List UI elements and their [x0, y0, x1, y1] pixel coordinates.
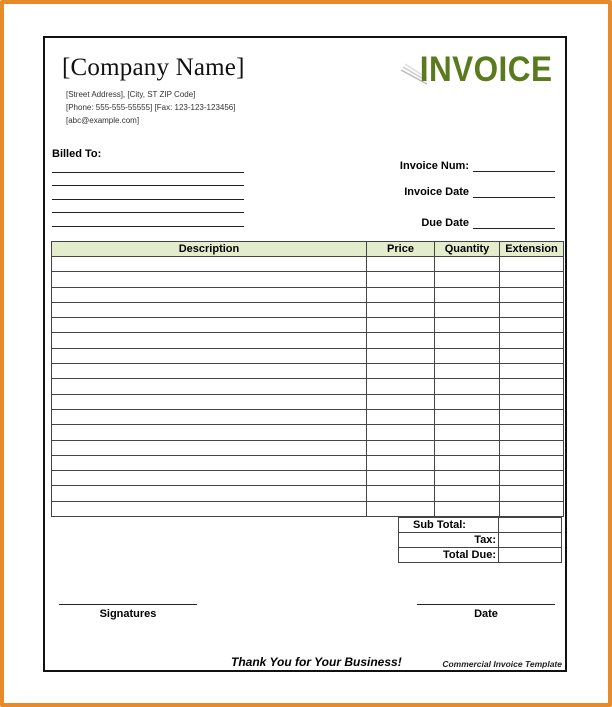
invoice-page: [43, 36, 567, 672]
signatures-label: Signatures: [99, 608, 157, 620]
cell-extension[interactable]: [500, 501, 564, 516]
table-row: [52, 425, 564, 440]
cell-quantity[interactable]: [435, 425, 500, 440]
cell-price[interactable]: [367, 302, 435, 317]
cell-description[interactable]: [52, 394, 367, 409]
table-row: [52, 379, 564, 394]
company-email: [abc@example.com]: [66, 116, 140, 125]
cell-extension[interactable]: [500, 409, 564, 424]
line-items-table: [51, 241, 564, 517]
cell-quantity[interactable]: [435, 257, 500, 272]
table-row: [52, 471, 564, 486]
cell-extension[interactable]: [500, 257, 564, 272]
cell-quantity[interactable]: [435, 287, 500, 302]
cell-extension[interactable]: [500, 394, 564, 409]
due-date-field[interactable]: [473, 218, 555, 229]
table-row: [52, 348, 564, 363]
cell-description[interactable]: [52, 287, 367, 302]
date-label: Date: [474, 608, 498, 620]
column-header-extension: Extension: [500, 242, 564, 257]
table-row: [52, 318, 564, 333]
totals-table: [398, 517, 562, 563]
cell-extension[interactable]: [500, 486, 564, 501]
cell-quantity[interactable]: [435, 272, 500, 287]
total-due-row: [399, 548, 562, 563]
template-name: Commercial Invoice Template: [442, 659, 562, 669]
cell-quantity[interactable]: [435, 486, 500, 501]
cell-price[interactable]: [367, 364, 435, 379]
billed-to-label: Billed To:: [52, 148, 102, 160]
table-header-row: [52, 242, 564, 257]
cell-price[interactable]: [367, 486, 435, 501]
cell-price[interactable]: [367, 379, 435, 394]
due-date-label: Due Date: [421, 217, 469, 229]
invoice-num-field[interactable]: [473, 161, 555, 172]
cell-price[interactable]: [367, 333, 435, 348]
cell-extension[interactable]: [500, 272, 564, 287]
table-row: [52, 455, 564, 470]
cell-price[interactable]: [367, 501, 435, 516]
cell-description[interactable]: [52, 379, 367, 394]
cell-extension[interactable]: [500, 348, 564, 363]
subtotal-row: [399, 518, 562, 533]
table-row: [52, 333, 564, 348]
company-name: [Company Name]: [62, 54, 245, 81]
cell-quantity[interactable]: [435, 348, 500, 363]
cell-price[interactable]: [367, 272, 435, 287]
invoice-num-row: [400, 160, 555, 172]
cell-quantity[interactable]: [435, 455, 500, 470]
table-row: [52, 501, 564, 516]
cell-quantity[interactable]: [435, 471, 500, 486]
total-due-value[interactable]: [499, 548, 562, 563]
column-header-quantity: Quantity: [435, 242, 500, 257]
billed-to-line[interactable]: [52, 185, 244, 186]
cell-description[interactable]: [52, 318, 367, 333]
cell-price[interactable]: [367, 455, 435, 470]
table-row: [52, 440, 564, 455]
thank-you-message: Thank You for Your Business!: [231, 655, 402, 669]
billed-to-line[interactable]: [52, 199, 244, 200]
cell-quantity[interactable]: [435, 501, 500, 516]
cell-quantity[interactable]: [435, 302, 500, 317]
invoice-date-label: Invoice Date: [404, 186, 469, 198]
invoice-date-row: [404, 186, 555, 198]
cell-extension[interactable]: [500, 379, 564, 394]
cell-extension[interactable]: [500, 455, 564, 470]
cell-description[interactable]: [52, 425, 367, 440]
cell-extension[interactable]: [500, 440, 564, 455]
cell-price[interactable]: [367, 440, 435, 455]
cell-description[interactable]: [52, 333, 367, 348]
invoice-title: INVOICE: [419, 50, 552, 89]
cell-price[interactable]: [367, 348, 435, 363]
cell-extension[interactable]: [500, 425, 564, 440]
company-phone-fax: [Phone: 555-555-55555] [Fax: 123-123-123456]: [66, 103, 236, 112]
table-row: [52, 364, 564, 379]
cell-quantity[interactable]: [435, 364, 500, 379]
column-header-description: Description: [52, 242, 367, 257]
cell-quantity[interactable]: [435, 440, 500, 455]
billed-to-line[interactable]: [52, 212, 244, 213]
table-row: [52, 486, 564, 501]
table-row: [52, 302, 564, 317]
tax-value[interactable]: [499, 533, 562, 548]
cell-quantity[interactable]: [435, 333, 500, 348]
invoice-num-label: Invoice Num:: [399, 160, 469, 172]
tax-row: [399, 533, 562, 548]
cell-extension[interactable]: [500, 302, 564, 317]
cell-extension[interactable]: [500, 333, 564, 348]
cell-description[interactable]: [52, 440, 367, 455]
cell-extension[interactable]: [500, 364, 564, 379]
cell-description[interactable]: [52, 501, 367, 516]
cell-description[interactable]: [52, 348, 367, 363]
due-date-row: [421, 217, 555, 229]
subtotal-label: Sub Total:: [399, 518, 499, 533]
cell-price[interactable]: [367, 318, 435, 333]
table-row: [52, 409, 564, 424]
cell-extension[interactable]: [500, 318, 564, 333]
cell-description[interactable]: [52, 257, 367, 272]
cell-price[interactable]: [367, 287, 435, 302]
cell-description[interactable]: [52, 409, 367, 424]
cell-description[interactable]: [52, 302, 367, 317]
table-row: [52, 394, 564, 409]
cell-description[interactable]: [52, 364, 367, 379]
billed-to-line[interactable]: [52, 172, 244, 173]
table-row: [52, 287, 564, 302]
subtotal-value[interactable]: [499, 518, 562, 533]
table-row: [52, 272, 564, 287]
invoice-date-field[interactable]: [473, 187, 555, 198]
cell-price[interactable]: [367, 257, 435, 272]
cell-quantity[interactable]: [435, 394, 500, 409]
table-row: [52, 257, 564, 272]
total-due-label: Total Due:: [399, 548, 499, 563]
cell-extension[interactable]: [500, 471, 564, 486]
cell-price[interactable]: [367, 425, 435, 440]
column-header-price: Price: [367, 242, 435, 257]
cell-price[interactable]: [367, 394, 435, 409]
tax-label: Tax:: [399, 533, 499, 548]
billed-to-line[interactable]: [52, 226, 244, 227]
cell-description[interactable]: [52, 272, 367, 287]
cell-description[interactable]: [52, 471, 367, 486]
cell-quantity[interactable]: [435, 318, 500, 333]
date-line[interactable]: [417, 604, 555, 605]
cell-quantity[interactable]: [435, 409, 500, 424]
company-address: [Street Address], [City, ST ZIP Code]: [66, 90, 196, 99]
cell-extension[interactable]: [500, 287, 564, 302]
cell-price[interactable]: [367, 471, 435, 486]
cell-description[interactable]: [52, 486, 367, 501]
cell-description[interactable]: [52, 455, 367, 470]
cell-quantity[interactable]: [435, 379, 500, 394]
signature-line[interactable]: [59, 604, 197, 605]
cell-price[interactable]: [367, 409, 435, 424]
